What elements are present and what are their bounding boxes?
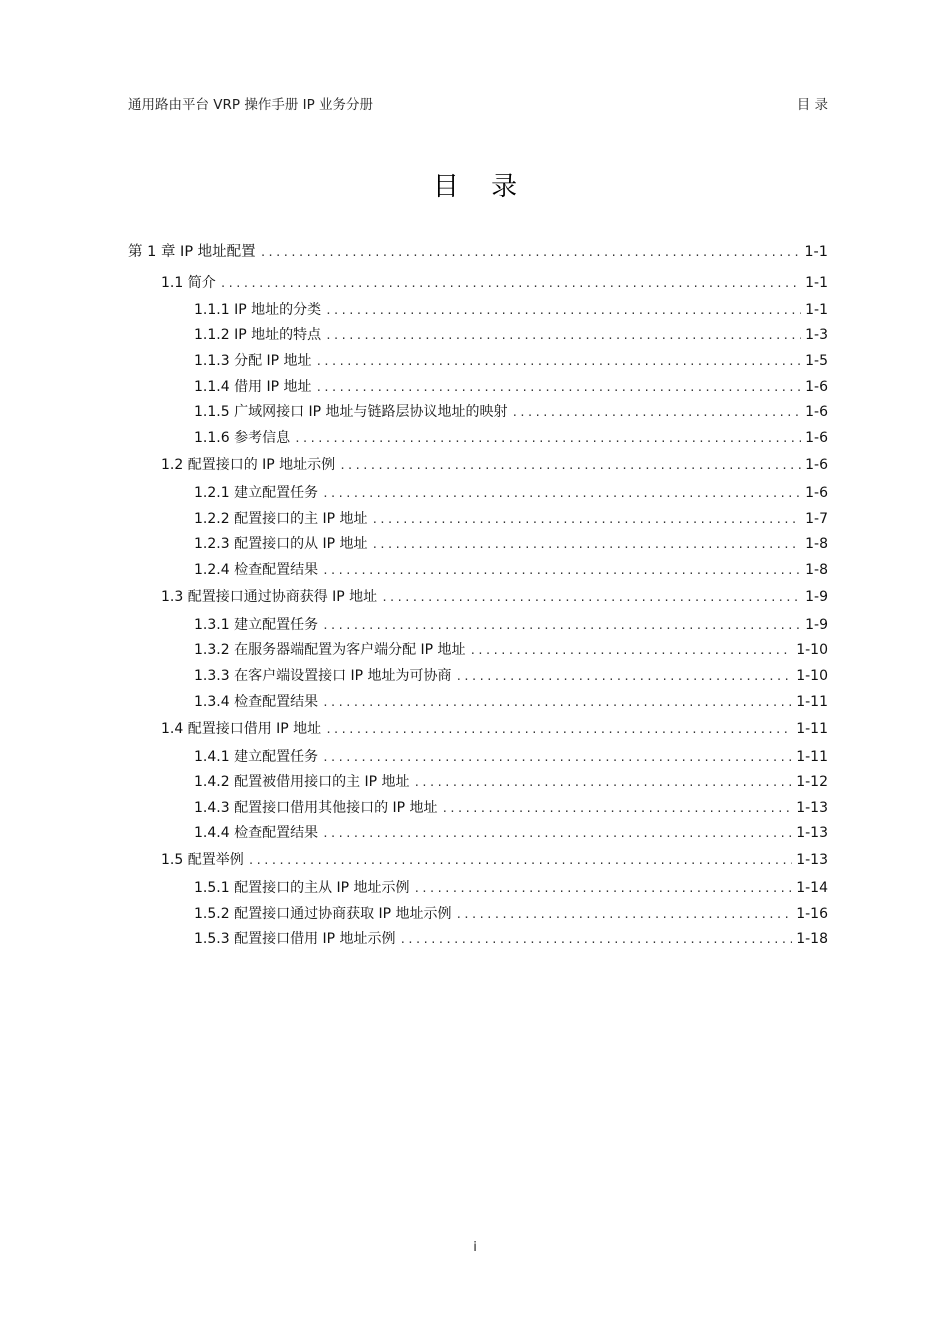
toc-entry[interactable] — [128, 350, 828, 372]
toc-dot-leader — [322, 696, 792, 709]
toc-entry-page: 1-10 — [796, 642, 828, 658]
toc-entry-page: 1-7 — [805, 511, 828, 527]
header-section-name: 目 录 — [796, 97, 828, 113]
toc-entry[interactable] — [128, 746, 828, 768]
toc-entry[interactable] — [128, 240, 828, 262]
toc-entry-label: 1.5.2 配置接口通过协商获取 IP 地址示例 — [194, 906, 452, 922]
toc-entry[interactable] — [128, 427, 828, 449]
toc-entry-label: 1.1.6 参考信息 — [194, 430, 291, 446]
toc-entry-label: 1.5 配置举例 — [161, 852, 244, 868]
toc-entry-label: 1.4.4 检查配置结果 — [194, 825, 319, 841]
toc-entry-page: 1-13 — [796, 852, 828, 868]
toc-dot-leader — [414, 882, 793, 895]
page-title: 目 录 — [432, 172, 530, 202]
toc-entry-page: 1-1 — [805, 302, 828, 318]
page-number: i — [473, 1240, 477, 1255]
toc-dot-leader — [325, 304, 801, 317]
toc-entry[interactable] — [128, 665, 828, 687]
toc-entry-label: 1.1.4 借用 IP 地址 — [194, 379, 312, 395]
toc-entry[interactable] — [128, 822, 828, 844]
toc-entry-label: 1.2.3 配置接口的从 IP 地址 — [194, 536, 368, 552]
toc-entry[interactable] — [128, 877, 828, 899]
toc-entry[interactable] — [128, 639, 828, 661]
toc-entry-label: 1.5.3 配置接口借用 IP 地址示例 — [194, 931, 396, 947]
toc-dot-leader — [322, 827, 792, 840]
toc-entry-page: 1-6 — [805, 404, 828, 420]
toc-dot-leader — [372, 538, 802, 551]
toc-entry-page: 1-1 — [805, 275, 828, 291]
toc-entry-page: 1-13 — [796, 800, 828, 816]
toc-entry[interactable] — [128, 928, 828, 950]
toc-entry-page: 1-11 — [796, 694, 828, 710]
toc-entry-page: 1-8 — [805, 562, 828, 578]
toc-entry-label: 1.5.1 配置接口的主从 IP 地址示例 — [194, 880, 410, 896]
toc-entry[interactable] — [128, 324, 828, 346]
toc-entry-page: 1-3 — [805, 327, 828, 343]
toc-entry-label: 1.4.2 配置被借用接口的主 IP 地址 — [194, 774, 410, 790]
toc-entry-label: 1.1.3 分配 IP 地址 — [194, 353, 312, 369]
toc-entry-label: 1.2.4 检查配置结果 — [194, 562, 319, 578]
toc-entry[interactable] — [128, 508, 828, 530]
toc-dot-leader — [325, 329, 801, 342]
toc-entry[interactable] — [128, 533, 828, 555]
toc-entry-label: 1.2.2 配置接口的主 IP 地址 — [194, 511, 368, 527]
toc-dot-leader — [470, 644, 793, 657]
toc-entry-label: 第 1 章 IP 地址配置 — [128, 244, 256, 260]
toc-entry[interactable] — [128, 771, 828, 793]
toc-entry-label: 1.3.1 建立配置任务 — [194, 617, 319, 633]
toc-entry-label: 1.1 简介 — [161, 275, 216, 291]
toc-entry[interactable] — [128, 797, 828, 819]
toc-entry-page: 1-5 — [805, 353, 828, 369]
toc-entry-label: 1.4.3 配置接口借用其他接口的 IP 地址 — [194, 800, 438, 816]
toc-entry[interactable] — [128, 401, 828, 423]
toc-entry[interactable] — [128, 454, 828, 476]
toc-entry-page: 1-9 — [805, 589, 828, 605]
toc-entry-page: 1-13 — [796, 825, 828, 841]
toc-dot-leader — [220, 277, 801, 290]
toc-dot-leader — [512, 406, 802, 419]
toc-dot-leader — [322, 751, 792, 764]
toc-entry[interactable] — [128, 903, 828, 925]
toc-dot-leader — [294, 432, 801, 445]
toc-dot-leader — [339, 459, 801, 472]
toc-entry-page: 1-11 — [796, 749, 828, 765]
toc-entry-page: 1-1 — [804, 244, 828, 260]
toc-entry-label: 1.2 配置接口的 IP 地址示例 — [161, 457, 336, 473]
toc-entry-label: 1.3.3 在客户端设置接口 IP 地址为可协商 — [194, 668, 452, 684]
toc-entry[interactable] — [128, 272, 828, 294]
toc-entry-page: 1-8 — [805, 536, 828, 552]
toc-entry[interactable] — [128, 718, 828, 740]
toc-entry-page: 1-16 — [796, 906, 828, 922]
page-header — [128, 93, 828, 113]
toc-entry-page: 1-11 — [796, 721, 828, 737]
toc-entry[interactable] — [128, 586, 828, 608]
toc-dot-leader — [316, 355, 802, 368]
toc-entry-page: 1-18 — [796, 931, 828, 947]
toc-entry-label: 1.4.1 建立配置任务 — [194, 749, 319, 765]
header-doc-title: 通用路由平台 VRP 操作手册 IP 业务分册 — [128, 97, 374, 113]
toc-entry-page: 1-6 — [805, 485, 828, 501]
toc-entry-label: 1.2.1 建立配置任务 — [194, 485, 319, 501]
toc-entry-label: 1.3.4 检查配置结果 — [194, 694, 319, 710]
toc-entry-page: 1-6 — [805, 457, 828, 473]
toc-dot-leader — [322, 564, 801, 577]
toc-dot-leader — [456, 908, 793, 921]
toc-dot-leader — [325, 723, 792, 736]
toc-entry[interactable] — [128, 849, 828, 871]
toc-dot-leader — [372, 513, 802, 526]
toc-entry[interactable] — [128, 376, 828, 398]
toc-dot-leader — [248, 854, 793, 867]
toc-dot-leader — [414, 776, 793, 789]
toc-entry-page: 1-9 — [805, 617, 828, 633]
toc-dot-leader — [260, 246, 801, 259]
toc-entry-label: 1.3 配置接口通过协商获得 IP 地址 — [161, 589, 378, 605]
toc-dot-leader — [381, 591, 801, 604]
toc-entry[interactable] — [128, 482, 828, 504]
toc-entry-label: 1.3.2 在服务器端配置为客户端分配 IP 地址 — [194, 642, 466, 658]
toc-entry-label: 1.1.5 广域网接口 IP 地址与链路层协议地址的映射 — [194, 404, 508, 420]
toc-dot-leader — [442, 802, 793, 815]
toc-dot-leader — [322, 487, 801, 500]
toc-entry[interactable] — [128, 299, 828, 321]
toc-dot-leader — [322, 619, 801, 632]
toc-entry[interactable] — [128, 559, 828, 581]
toc-entry-page: 1-6 — [805, 379, 828, 395]
toc-dot-leader — [400, 933, 793, 946]
toc-entry-label: 1.1.1 IP 地址的分类 — [194, 302, 322, 318]
toc-entry-page: 1-10 — [796, 668, 828, 684]
toc-dot-leader — [316, 381, 802, 394]
toc-entry-page: 1-14 — [796, 880, 828, 896]
toc-dot-leader — [456, 670, 793, 683]
toc-entry-label: 1.1.2 IP 地址的特点 — [194, 327, 322, 343]
toc-entry[interactable] — [128, 614, 828, 636]
toc-entry-page: 1-12 — [796, 774, 828, 790]
toc-entry[interactable] — [128, 691, 828, 713]
toc-entry-label: 1.4 配置接口借用 IP 地址 — [161, 721, 322, 737]
toc-entry-page: 1-6 — [805, 430, 828, 446]
